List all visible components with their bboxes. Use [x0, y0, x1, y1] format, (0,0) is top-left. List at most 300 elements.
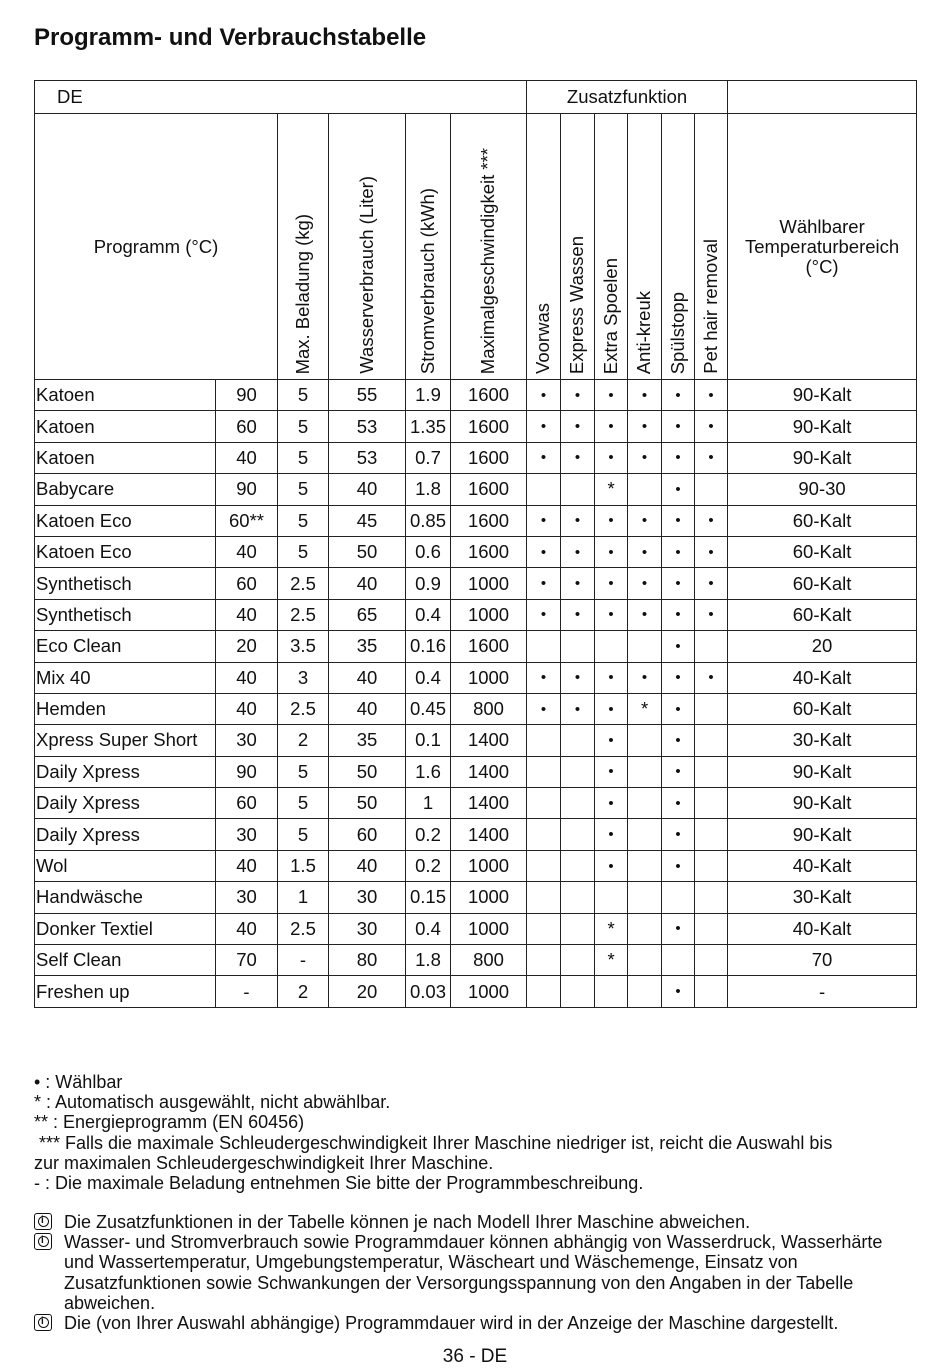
function-cell: •: [628, 411, 662, 442]
table-row: [35, 411, 917, 442]
function-cell: •: [662, 819, 695, 850]
func-header-anti-kreuk: Anti-kreuk: [628, 114, 662, 380]
function-cell: •: [527, 380, 561, 411]
speed-cell: 1400: [451, 725, 527, 756]
table-row: [35, 662, 917, 693]
power-cell: 0.4: [406, 599, 451, 630]
function-cell: •: [662, 474, 695, 505]
function-cell: •: [662, 568, 695, 599]
footnote: *** Falls die maximale Schleudergeschwindigkeit Ihrer Maschine niedriger ist, reicht die Auswahl bis: [34, 1132, 833, 1153]
func-header-pet-hair: Pet hair removal: [695, 114, 728, 380]
program-name-cell: Freshen up: [35, 976, 216, 1007]
function-cell: [527, 913, 561, 944]
region-header: DE: [35, 81, 527, 114]
function-cell: •: [662, 756, 695, 787]
power-cell: 0.6: [406, 536, 451, 567]
table-row: [35, 756, 917, 787]
program-temp-cell: 20: [216, 631, 278, 662]
water-cell: 40: [329, 693, 406, 724]
function-cell: •: [561, 536, 595, 567]
water-cell: 65: [329, 599, 406, 630]
function-cell: •: [595, 850, 628, 881]
load-cell: 5: [278, 819, 329, 850]
speed-cell: 800: [451, 693, 527, 724]
function-cell: •: [662, 536, 695, 567]
function-cell: •: [662, 411, 695, 442]
table-row: [35, 568, 917, 599]
function-cell: [561, 756, 595, 787]
function-cell: [527, 725, 561, 756]
load-cell: 5: [278, 756, 329, 787]
note: i Wasser- und Stromverbrauch sowie Programmdauer können abhängig von Wasserdruck, Wasserhärte und Wassertemperatur, Umgebungstemperatur, Wäscheart und Wäschemenge, Einsatz von Zusatzfunktionen sowie Schwankungen der Versorgungsspannung von den Angaben in der Tabelle abweichen.: [34, 1232, 914, 1313]
function-cell: [527, 474, 561, 505]
temp-range-cell: 60-Kalt: [728, 693, 917, 724]
function-cell: [695, 882, 728, 913]
power-cell: 0.2: [406, 819, 451, 850]
func-header-extra-spoelen: Extra Spoelen: [595, 114, 628, 380]
temp-range-cell: 70: [728, 945, 917, 976]
function-cell: •: [595, 380, 628, 411]
function-cell: [628, 850, 662, 881]
function-cell: [561, 882, 595, 913]
program-name-cell: Eco Clean: [35, 631, 216, 662]
load-cell: 1: [278, 882, 329, 913]
function-cell: *: [595, 474, 628, 505]
blank-header: [728, 81, 917, 114]
program-temp-cell: 40: [216, 442, 278, 473]
function-cell: [527, 850, 561, 881]
function-cell: •: [561, 599, 595, 630]
program-temp-cell: 70: [216, 945, 278, 976]
function-cell: [595, 976, 628, 1007]
function-cell: [527, 788, 561, 819]
function-cell: [628, 976, 662, 1007]
program-name-cell: Katoen: [35, 411, 216, 442]
function-cell: •: [662, 693, 695, 724]
function-cell: [628, 631, 662, 662]
function-cell: [561, 631, 595, 662]
function-cell: [561, 945, 595, 976]
table-row: [35, 380, 917, 411]
water-cell: 30: [329, 913, 406, 944]
info-icon: i: [34, 1213, 52, 1230]
function-cell: [527, 819, 561, 850]
power-cell: 0.4: [406, 662, 451, 693]
speed-cell: 1600: [451, 380, 527, 411]
power-cell: 0.15: [406, 882, 451, 913]
water-cell: 20: [329, 976, 406, 1007]
speed-cell: 1400: [451, 819, 527, 850]
function-cell: [628, 725, 662, 756]
program-name-cell: Handwäsche: [35, 882, 216, 913]
function-cell: •: [695, 599, 728, 630]
water-cell: 40: [329, 850, 406, 881]
water-cell: 80: [329, 945, 406, 976]
function-cell: •: [561, 411, 595, 442]
function-cell: •: [628, 380, 662, 411]
water-cell: 35: [329, 631, 406, 662]
note: i Die (von Ihrer Auswahl abhängige) Programmdauer wird in der Anzeige der Maschine dargestellt.: [34, 1313, 914, 1333]
speed-cell: 1400: [451, 756, 527, 787]
program-temp-cell: 90: [216, 756, 278, 787]
function-cell: •: [695, 662, 728, 693]
function-cell: [628, 756, 662, 787]
water-cell: 55: [329, 380, 406, 411]
load-cell: 2.5: [278, 913, 329, 944]
note: i Die Zusatzfunktionen in der Tabelle können je nach Modell Ihrer Maschine abweichen.: [34, 1212, 914, 1232]
function-cell: •: [595, 819, 628, 850]
program-temp-cell: 40: [216, 850, 278, 881]
speed-cell: 1400: [451, 788, 527, 819]
temp-range-cell: 40-Kalt: [728, 662, 917, 693]
function-cell: [695, 850, 728, 881]
table-row: [35, 693, 917, 724]
water-cell: 50: [329, 788, 406, 819]
function-cell: •: [527, 411, 561, 442]
temp-range-cell: 90-30: [728, 474, 917, 505]
function-cell: •: [628, 536, 662, 567]
temp-range-cell: 90-Kalt: [728, 442, 917, 473]
footnote: • : Wählbar: [34, 1072, 123, 1092]
water-cell: 35: [329, 725, 406, 756]
function-cell: •: [695, 411, 728, 442]
temp-range-cell: 90-Kalt: [728, 819, 917, 850]
program-temp-cell: 30: [216, 819, 278, 850]
table-row: [35, 725, 917, 756]
speed-cell: 1000: [451, 568, 527, 599]
func-header-express: Express Wassen: [561, 114, 595, 380]
function-cell: •: [595, 693, 628, 724]
program-header: Programm (°C): [35, 114, 278, 380]
function-cell: [695, 693, 728, 724]
temp-range-cell: 90-Kalt: [728, 788, 917, 819]
function-cell: [561, 474, 595, 505]
table-row: [35, 536, 917, 567]
program-temp-cell: 60**: [216, 505, 278, 536]
power-cell: 0.03: [406, 976, 451, 1007]
load-cell: 5: [278, 788, 329, 819]
program-temp-cell: 90: [216, 474, 278, 505]
function-cell: •: [595, 568, 628, 599]
footnotes: [34, 1072, 914, 1193]
load-cell: 2.5: [278, 568, 329, 599]
page-number: 36 - DE: [442, 1346, 508, 1367]
function-cell: [695, 631, 728, 662]
function-cell: •: [561, 505, 595, 536]
function-cell: [628, 474, 662, 505]
temp-range-cell: 40-Kalt: [728, 913, 917, 944]
power-cell: 0.45: [406, 693, 451, 724]
power-cell: 1.6: [406, 756, 451, 787]
load-cell: 5: [278, 442, 329, 473]
function-cell: •: [695, 442, 728, 473]
function-cell: •: [695, 505, 728, 536]
load-cell: 5: [278, 505, 329, 536]
program-temp-cell: 40: [216, 913, 278, 944]
program-name-cell: Donker Textiel: [35, 913, 216, 944]
temp-range-cell: -: [728, 976, 917, 1007]
function-cell: [695, 819, 728, 850]
function-cell: •: [561, 693, 595, 724]
program-temp-cell: -: [216, 976, 278, 1007]
function-cell: [561, 788, 595, 819]
function-cell: [527, 631, 561, 662]
function-cell: •: [595, 599, 628, 630]
power-cell: 1.35: [406, 411, 451, 442]
function-cell: •: [662, 913, 695, 944]
function-cell: •: [662, 850, 695, 881]
program-temp-cell: 40: [216, 693, 278, 724]
load-cell: 2.5: [278, 599, 329, 630]
function-cell: [561, 725, 595, 756]
program-name-cell: Katoen: [35, 380, 216, 411]
temp-range-cell: 30-Kalt: [728, 725, 917, 756]
function-cell: •: [527, 693, 561, 724]
function-cell: •: [595, 536, 628, 567]
load-cell: 2.5: [278, 693, 329, 724]
table-row: [35, 442, 917, 473]
function-cell: *: [595, 913, 628, 944]
load-cell: 3: [278, 662, 329, 693]
program-name-cell: Daily Xpress: [35, 788, 216, 819]
footnote: zur maximalen Schleudergeschwindigkeit Ihrer Maschine.: [34, 1152, 494, 1173]
water-cell: 50: [329, 756, 406, 787]
function-cell: •: [662, 662, 695, 693]
power-header: Stromverbrauch (kWh): [406, 114, 451, 380]
speed-cell: 1000: [451, 599, 527, 630]
function-cell: [527, 756, 561, 787]
function-cell: •: [662, 380, 695, 411]
program-name-cell: Katoen Eco: [35, 536, 216, 567]
water-cell: 53: [329, 411, 406, 442]
power-cell: 0.9: [406, 568, 451, 599]
function-cell: [595, 631, 628, 662]
speed-cell: 1000: [451, 913, 527, 944]
temp-range-cell: 60-Kalt: [728, 536, 917, 567]
function-cell: •: [662, 725, 695, 756]
speed-cell: 1000: [451, 662, 527, 693]
function-cell: •: [527, 536, 561, 567]
program-temp-cell: 90: [216, 380, 278, 411]
program-name-cell: Katoen Eco: [35, 505, 216, 536]
function-cell: •: [628, 599, 662, 630]
function-cell: •: [595, 756, 628, 787]
function-cell: [628, 913, 662, 944]
function-cell: •: [595, 411, 628, 442]
function-cell: [695, 474, 728, 505]
power-cell: 0.7: [406, 442, 451, 473]
function-cell: •: [527, 662, 561, 693]
info-icon: i: [34, 1233, 52, 1250]
load-cell: 2: [278, 976, 329, 1007]
load-cell: 1.5: [278, 850, 329, 881]
function-cell: •: [662, 505, 695, 536]
function-cell: [628, 945, 662, 976]
func-header-voorwas: Voorwas: [527, 114, 561, 380]
function-cell: •: [595, 725, 628, 756]
function-cell: •: [628, 505, 662, 536]
power-cell: 0.2: [406, 850, 451, 881]
function-cell: •: [561, 568, 595, 599]
temp-range-header: Wählbarer Temperaturbereich (°C): [728, 114, 917, 380]
speed-cell: 1600: [451, 474, 527, 505]
function-cell: •: [595, 505, 628, 536]
temp-range-cell: 60-Kalt: [728, 599, 917, 630]
program-name-cell: Wol: [35, 850, 216, 881]
temp-range-cell: 60-Kalt: [728, 568, 917, 599]
footnote: * : Automatisch ausgewählt, nicht abwählbar.: [34, 1092, 391, 1113]
footnote: ** : Energieprogramm (EN 60456): [34, 1112, 305, 1133]
speed-cell: 1000: [451, 850, 527, 881]
function-cell: *: [628, 693, 662, 724]
function-cell: [561, 819, 595, 850]
water-cell: 40: [329, 568, 406, 599]
program-temp-cell: 40: [216, 599, 278, 630]
power-cell: 0.4: [406, 913, 451, 944]
program-temp-cell: 30: [216, 882, 278, 913]
function-cell: •: [595, 442, 628, 473]
water-cell: 45: [329, 505, 406, 536]
power-cell: 0.85: [406, 505, 451, 536]
function-cell: [628, 788, 662, 819]
speed-cell: 1600: [451, 536, 527, 567]
function-cell: [561, 913, 595, 944]
table-row: [35, 850, 917, 881]
temp-range-cell: 40-Kalt: [728, 850, 917, 881]
program-temp-cell: 60: [216, 411, 278, 442]
function-cell: •: [662, 442, 695, 473]
program-temp-cell: 40: [216, 662, 278, 693]
temp-range-cell: 90-Kalt: [728, 411, 917, 442]
function-cell: [695, 976, 728, 1007]
function-cell: [695, 756, 728, 787]
power-cell: 0.16: [406, 631, 451, 662]
table-row: [35, 882, 917, 913]
function-cell: •: [695, 568, 728, 599]
water-cell: 40: [329, 474, 406, 505]
temp-range-cell: 90-Kalt: [728, 380, 917, 411]
zusatz-header: Zusatzfunktion: [527, 81, 728, 114]
table-row: [35, 913, 917, 944]
program-name-cell: Mix 40: [35, 662, 216, 693]
table-row: [35, 631, 917, 662]
function-cell: [527, 976, 561, 1007]
notes: [34, 1212, 914, 1333]
temp-range-cell: 60-Kalt: [728, 505, 917, 536]
load-cell: 5: [278, 380, 329, 411]
speed-cell: 800: [451, 945, 527, 976]
water-cell: 53: [329, 442, 406, 473]
load-cell: 3.5: [278, 631, 329, 662]
load-cell: -: [278, 945, 329, 976]
water-cell: 40: [329, 662, 406, 693]
program-name-cell: Babycare: [35, 474, 216, 505]
function-cell: [628, 819, 662, 850]
func-header-spuelstopp: Spülstopp: [662, 114, 695, 380]
function-cell: [561, 850, 595, 881]
function-cell: •: [695, 380, 728, 411]
function-cell: [695, 913, 728, 944]
program-table: [34, 80, 917, 1008]
program-temp-cell: 60: [216, 788, 278, 819]
water-cell: 30: [329, 882, 406, 913]
program-name-cell: Self Clean: [35, 945, 216, 976]
program-temp-cell: 60: [216, 568, 278, 599]
function-cell: •: [628, 442, 662, 473]
info-icon: i: [34, 1314, 52, 1331]
program-name-cell: Daily Xpress: [35, 819, 216, 850]
water-header: Wasserverbrauch (Liter): [329, 114, 406, 380]
table-row: [35, 788, 917, 819]
power-cell: 0.1: [406, 725, 451, 756]
load-cell: 2: [278, 725, 329, 756]
program-name-cell: Hemden: [35, 693, 216, 724]
temp-range-cell: 20: [728, 631, 917, 662]
program-name-cell: Xpress Super Short: [35, 725, 216, 756]
speed-cell: 1600: [451, 631, 527, 662]
power-cell: 1.9: [406, 380, 451, 411]
function-cell: [695, 788, 728, 819]
function-cell: [662, 945, 695, 976]
function-cell: •: [662, 631, 695, 662]
function-cell: •: [628, 662, 662, 693]
function-cell: [695, 945, 728, 976]
function-cell: •: [595, 788, 628, 819]
speed-cell: 1000: [451, 882, 527, 913]
function-cell: •: [561, 380, 595, 411]
function-cell: [595, 882, 628, 913]
speed-cell: 1600: [451, 505, 527, 536]
footnote: - : Die maximale Beladung entnehmen Sie bitte der Programmbeschreibung.: [34, 1173, 644, 1194]
speed-cell: 1000: [451, 976, 527, 1007]
table-row: [35, 474, 917, 505]
load-cell: 5: [278, 474, 329, 505]
load-cell: 5: [278, 536, 329, 567]
table-row: [35, 505, 917, 536]
program-name-cell: Katoen: [35, 442, 216, 473]
function-cell: •: [527, 442, 561, 473]
function-cell: •: [662, 599, 695, 630]
temp-range-cell: 30-Kalt: [728, 882, 917, 913]
water-cell: 50: [329, 536, 406, 567]
function-cell: •: [695, 536, 728, 567]
function-cell: •: [628, 568, 662, 599]
table-row: [35, 599, 917, 630]
function-cell: *: [595, 945, 628, 976]
function-cell: •: [561, 442, 595, 473]
function-cell: •: [527, 505, 561, 536]
table-row: [35, 945, 917, 976]
power-cell: 1.8: [406, 474, 451, 505]
function-cell: •: [595, 662, 628, 693]
program-name-cell: Synthetisch: [35, 568, 216, 599]
function-cell: [695, 725, 728, 756]
function-cell: •: [662, 788, 695, 819]
function-cell: [628, 882, 662, 913]
function-cell: •: [662, 976, 695, 1007]
program-temp-cell: 30: [216, 725, 278, 756]
function-cell: •: [561, 662, 595, 693]
table-row: [35, 819, 917, 850]
power-cell: 1: [406, 788, 451, 819]
table-row: [35, 976, 917, 1007]
temp-range-cell: 90-Kalt: [728, 756, 917, 787]
water-cell: 60: [329, 819, 406, 850]
program-name-cell: Synthetisch: [35, 599, 216, 630]
speed-header: Maximalgeschwindigkeit ***: [451, 114, 527, 380]
load-cell: 5: [278, 411, 329, 442]
function-cell: [527, 945, 561, 976]
